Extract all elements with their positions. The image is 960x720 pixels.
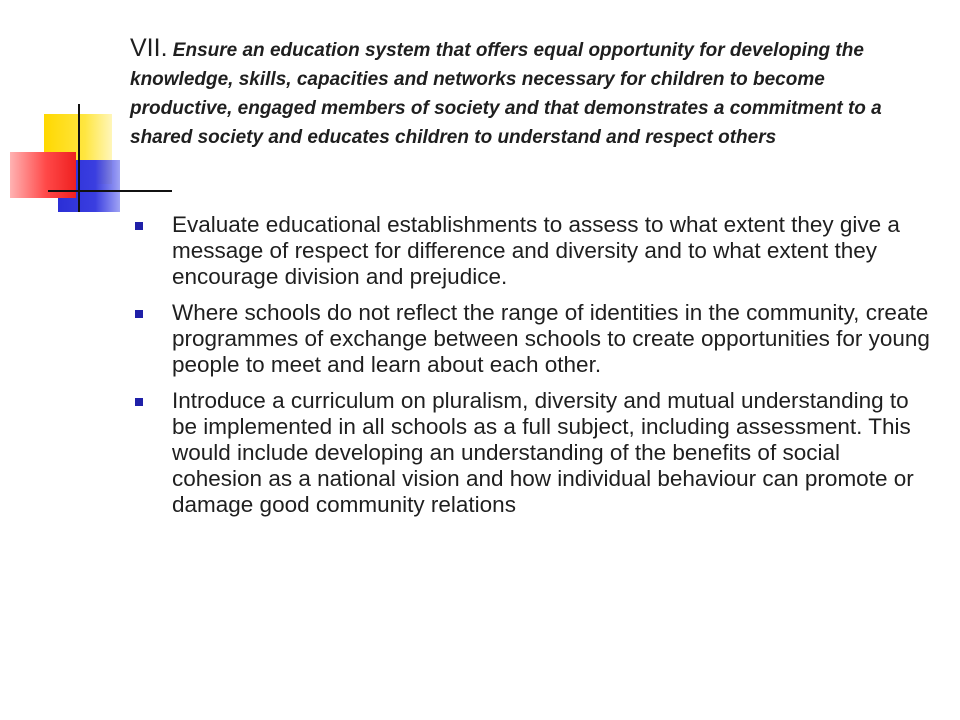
bullet-list	[134, 212, 934, 528]
title-text: Ensure an education system that offers equal opportunity for developing the knowledge, skills, capacities and networks necessary for children to become productive, engaged members of society and that demonstrates a commitment to a shared society and educates children to understand and respect others	[130, 40, 882, 148]
horizontal-line-decoration	[48, 190, 172, 192]
bullet-item	[134, 300, 934, 378]
square-bullet-icon	[135, 222, 143, 230]
square-bullet-icon	[135, 310, 143, 318]
square-bullet-icon	[135, 398, 143, 406]
bullet-text: Introduce a curriculum on pluralism, diversity and mutual understanding to be implemented in all schools as a full subject, including assessment. This would include developing an understanding of the benefits of social cohesion as a national vision and how individual behaviour can promote or damage good community relations	[172, 388, 914, 517]
bullet-text: Where schools do not reflect the range of identities in the community, create programmes of exchange between schools to create opportunities for young people to meet and learn about each other.	[172, 300, 930, 377]
bullet-text: Evaluate educational establishments to assess to what extent they give a message of respect for difference and diversity and to what extent they encourage division and prejudice.	[172, 212, 900, 289]
title-number: VII.	[130, 34, 168, 62]
bullet-item	[134, 212, 934, 290]
vertical-line-decoration	[78, 104, 80, 212]
bullet-item	[134, 388, 934, 518]
slide-title	[130, 34, 930, 152]
